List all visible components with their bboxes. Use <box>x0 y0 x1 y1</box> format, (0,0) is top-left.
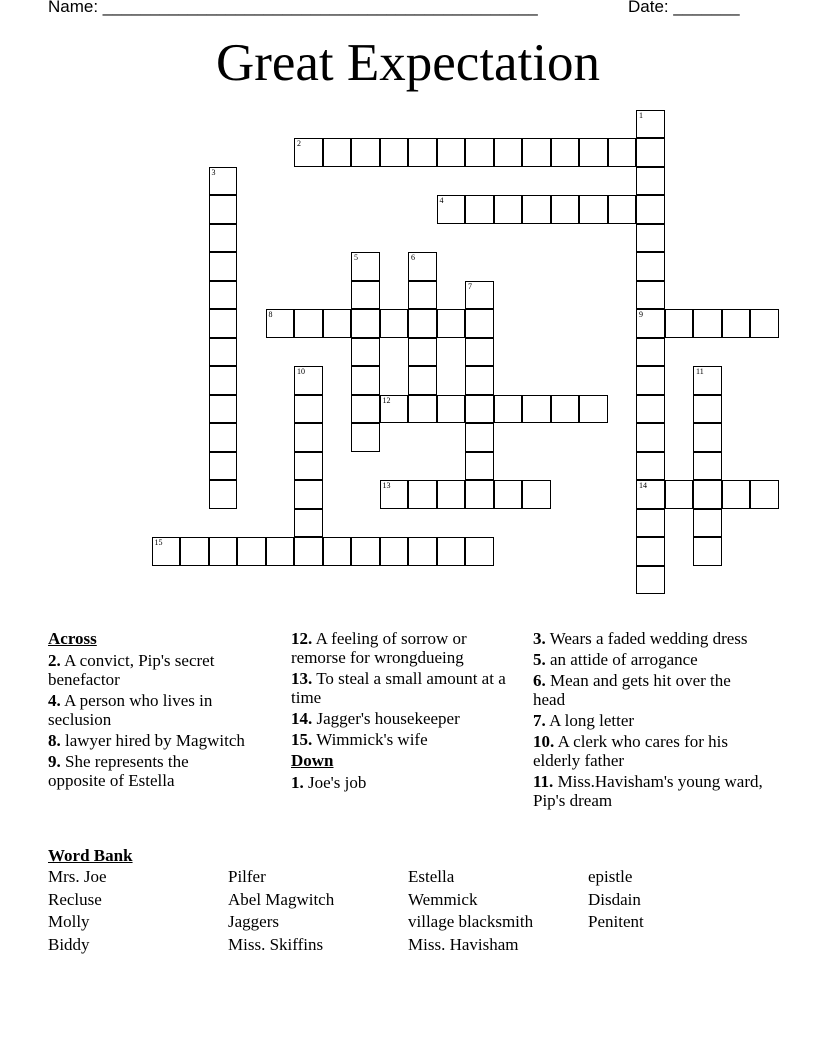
cell-number: 7 <box>468 281 472 291</box>
grid-cell[interactable] <box>209 281 238 310</box>
grid-cell[interactable] <box>494 195 523 224</box>
grid-cell[interactable] <box>437 138 466 167</box>
page-title: Great Expectation <box>215 34 601 92</box>
word-bank-item: Molly <box>48 912 90 931</box>
cell-number: 9 <box>639 310 643 319</box>
clue-column-2 <box>291 629 511 794</box>
cell-number: 13 <box>382 481 391 490</box>
grid-cell[interactable] <box>351 338 380 367</box>
grid-cell[interactable] <box>750 309 779 338</box>
clue-text: an attide of arrogance <box>550 650 698 669</box>
word-bank-item: Disdain <box>588 889 641 909</box>
grid-cell[interactable] <box>408 281 437 310</box>
clue-number: 4. <box>48 691 61 710</box>
grid-cell[interactable] <box>636 224 665 253</box>
word-bank-column-3 <box>408 866 533 956</box>
clue-text: A clerk who cares for his elderly father <box>533 732 728 770</box>
cell-number: 11 <box>696 367 704 376</box>
date-field-label: Date: _______ <box>628 0 740 16</box>
word-bank-column-2 <box>228 866 334 956</box>
grid-cell[interactable] <box>636 167 665 196</box>
grid-cell[interactable] <box>693 366 722 395</box>
grid-cell[interactable] <box>636 423 665 452</box>
cell-number: 14 <box>639 481 647 490</box>
clue-text: Wears a faded wedding dress <box>549 629 748 648</box>
grid-cell[interactable] <box>294 138 323 167</box>
word-bank-item: Penitent <box>588 912 644 931</box>
grid-cell[interactable] <box>152 537 181 566</box>
grid-cell[interactable] <box>408 480 437 509</box>
grid-cell[interactable] <box>465 423 494 452</box>
clue-number: 14. <box>291 709 313 728</box>
word-bank-item: Biddy <box>48 934 90 954</box>
grid-cell[interactable] <box>209 224 238 253</box>
grid-cell[interactable] <box>209 423 238 452</box>
word-bank-heading: Word Bank <box>48 846 133 865</box>
clue-number: 9. <box>48 752 61 771</box>
grid-cell[interactable] <box>294 395 323 424</box>
clue-column-3 <box>533 629 763 812</box>
grid-cell[interactable] <box>579 195 608 224</box>
grid-cell[interactable] <box>636 138 665 167</box>
clue-across-14 <box>291 709 511 728</box>
grid-cell[interactable] <box>722 309 751 338</box>
grid-cell[interactable] <box>437 395 466 424</box>
grid-cell[interactable] <box>294 366 323 395</box>
cell-number: 2 <box>297 139 301 148</box>
grid-cell[interactable] <box>209 480 238 509</box>
grid-cell[interactable] <box>465 395 494 424</box>
clue-down-6 <box>533 671 763 709</box>
grid-cell[interactable] <box>693 452 722 481</box>
grid-cell[interactable] <box>494 395 523 424</box>
word-bank-item: Abel Magwitch <box>228 889 335 909</box>
grid-cell[interactable] <box>551 195 580 224</box>
clue-across-2 <box>48 651 248 689</box>
grid-cell[interactable] <box>551 395 580 424</box>
grid-cell[interactable] <box>408 395 437 424</box>
grid-cell[interactable] <box>380 480 409 509</box>
word-bank-column-1 <box>48 866 107 956</box>
grid-cell[interactable] <box>408 366 437 395</box>
clue-text: lawyer hired by Magwitch <box>65 731 245 750</box>
grid-cell[interactable] <box>636 110 665 139</box>
grid-cell[interactable] <box>351 366 380 395</box>
grid-cell[interactable] <box>579 395 608 424</box>
grid-cell[interactable] <box>636 395 665 424</box>
grid-cell[interactable] <box>636 566 665 595</box>
clue-number: 7. <box>533 711 546 730</box>
grid-cell[interactable] <box>209 195 238 224</box>
grid-cell[interactable] <box>351 395 380 424</box>
cell-number: 1 <box>639 110 643 120</box>
grid-cell[interactable] <box>266 537 295 566</box>
grid-cell[interactable] <box>380 395 409 424</box>
word-bank-item: village blacksmith <box>408 912 534 931</box>
clue-text: Miss.Havisham's young ward, Pip's dream <box>533 772 763 810</box>
grid-cell[interactable] <box>636 281 665 310</box>
grid-cell[interactable] <box>209 338 238 367</box>
grid-cell[interactable] <box>722 480 751 509</box>
grid-cell[interactable] <box>437 537 466 566</box>
grid-cell[interactable] <box>408 338 437 367</box>
clue-column-1 <box>48 629 248 792</box>
word-bank-item: Estella <box>408 867 455 886</box>
clue-number: 10. <box>533 732 555 751</box>
clue-number: 5. <box>533 650 546 669</box>
grid-cell[interactable] <box>209 452 238 481</box>
clue-across-9 <box>48 752 248 790</box>
clue-text: Joe's job <box>308 773 367 792</box>
grid-cell[interactable] <box>465 338 494 367</box>
grid-cell[interactable] <box>209 167 238 196</box>
grid-cell[interactable] <box>351 281 380 310</box>
across-heading: Across <box>48 629 97 648</box>
clue-text: To steal a small amount at a time <box>291 669 506 707</box>
grid-cell[interactable] <box>209 366 238 395</box>
grid-cell[interactable] <box>636 366 665 395</box>
clue-text: Wimmick's wife <box>316 730 428 749</box>
grid-cell[interactable] <box>636 480 665 509</box>
grid-cell[interactable] <box>380 309 409 338</box>
grid-cell[interactable] <box>494 480 523 509</box>
clue-text: A long letter <box>549 711 635 730</box>
grid-cell[interactable] <box>294 452 323 481</box>
grid-cell[interactable] <box>579 138 608 167</box>
grid-cell[interactable] <box>351 423 380 452</box>
clue-text: Mean and gets hit over the head <box>533 671 731 709</box>
clue-number: 15. <box>291 730 313 749</box>
grid-cell[interactable] <box>408 537 437 566</box>
grid-cell[interactable] <box>266 309 295 338</box>
grid-cell[interactable] <box>693 509 722 538</box>
grid-cell[interactable] <box>636 309 665 338</box>
grid-cell[interactable] <box>636 252 665 281</box>
clue-number: 12. <box>291 629 313 648</box>
clue-across-8 <box>48 731 248 750</box>
grid-cell[interactable] <box>408 252 437 281</box>
grid-cell[interactable] <box>693 395 722 424</box>
clue-down-1 <box>291 773 511 792</box>
down-heading: Down <box>291 751 334 770</box>
grid-cell[interactable] <box>323 138 352 167</box>
clue-across-13 <box>291 669 511 707</box>
clue-number: 13. <box>291 669 313 688</box>
clue-down-7 <box>533 711 763 730</box>
clue-down-3 <box>533 629 763 648</box>
grid-cell[interactable] <box>665 480 694 509</box>
grid-cell[interactable] <box>294 423 323 452</box>
grid-cell[interactable] <box>522 138 551 167</box>
clue-text: A convict, Pip's secret benefactor <box>48 651 215 689</box>
grid-cell[interactable] <box>465 366 494 395</box>
grid-cell[interactable] <box>608 195 637 224</box>
grid-cell[interactable] <box>693 480 722 509</box>
word-bank-item: Recluse <box>48 889 102 909</box>
clue-number: 8. <box>48 731 61 750</box>
grid-cell[interactable] <box>209 537 238 566</box>
grid-cell[interactable] <box>693 309 722 338</box>
grid-cell[interactable] <box>465 537 494 566</box>
grid-cell[interactable] <box>408 309 437 338</box>
grid-cell[interactable] <box>636 338 665 367</box>
grid-cell[interactable] <box>294 509 323 538</box>
clue-text: A feeling of sorrow or remorse for wrongdueing <box>291 629 467 667</box>
word-bank-item: epistle <box>588 867 633 886</box>
grid-cell[interactable] <box>209 395 238 424</box>
grid-cell[interactable] <box>465 281 494 310</box>
clue-down-5 <box>533 650 763 669</box>
word-bank-item: Pilfer <box>228 867 266 886</box>
clue-across-12 <box>291 629 511 667</box>
grid-cell[interactable] <box>665 309 694 338</box>
grid-cell[interactable] <box>294 537 323 566</box>
grid-cell[interactable] <box>323 537 352 566</box>
cell-number: 4 <box>439 196 444 205</box>
clue-number: 2. <box>48 651 61 670</box>
grid-cell[interactable] <box>180 537 209 566</box>
grid-cell[interactable] <box>437 309 466 338</box>
grid-cell[interactable] <box>465 138 494 167</box>
clue-number: 1. <box>291 773 304 792</box>
grid-cell[interactable] <box>608 138 637 167</box>
grid-cell[interactable] <box>522 480 551 509</box>
grid-cell[interactable] <box>693 423 722 452</box>
word-bank-item: Miss. Skiffins <box>228 934 324 954</box>
grid-cell[interactable] <box>408 138 437 167</box>
grid-cell[interactable] <box>380 138 409 167</box>
cell-number: 3 <box>211 167 216 177</box>
cell-number: 8 <box>268 310 273 319</box>
word-bank-column-4 <box>588 866 644 934</box>
word-bank-item: Miss. Havisham <box>408 934 519 954</box>
grid-cell[interactable] <box>437 480 466 509</box>
clue-across-4 <box>48 691 248 729</box>
grid-cell[interactable] <box>465 309 494 338</box>
grid-cell[interactable] <box>522 195 551 224</box>
clue-text: A person who lives in seclusion <box>48 691 213 729</box>
word-bank-item: Wemmick <box>408 889 478 909</box>
grid-cell[interactable] <box>209 252 238 281</box>
grid-cell[interactable] <box>465 452 494 481</box>
grid-cell[interactable] <box>351 309 380 338</box>
clue-number: 6. <box>533 671 546 690</box>
grid-cell[interactable] <box>494 138 523 167</box>
clue-down-10 <box>533 732 763 770</box>
grid-cell[interactable] <box>237 537 266 566</box>
name-field-label: Name: ______________________________________________ <box>48 0 538 16</box>
grid-cell[interactable] <box>351 252 380 281</box>
grid-cell[interactable] <box>380 537 409 566</box>
grid-cell[interactable] <box>294 309 323 338</box>
grid-cell[interactable] <box>323 309 352 338</box>
grid-cell[interactable] <box>693 537 722 566</box>
grid-cell[interactable] <box>294 480 323 509</box>
grid-cell[interactable] <box>522 395 551 424</box>
grid-cell[interactable] <box>351 138 380 167</box>
cell-number: 10 <box>297 367 305 376</box>
grid-cell[interactable] <box>636 537 665 566</box>
clue-across-15 <box>291 730 511 749</box>
cell-number: 12 <box>382 395 391 405</box>
cell-number: 6 <box>411 253 415 262</box>
grid-cell[interactable] <box>750 480 779 509</box>
clue-number: 11. <box>533 772 554 791</box>
cell-number: 15 <box>154 538 163 547</box>
grid-cell[interactable] <box>351 537 380 566</box>
grid-cell[interactable] <box>209 309 238 338</box>
clue-text: Jagger's housekeeper <box>316 709 460 728</box>
grid-cell[interactable] <box>465 480 494 509</box>
grid-cell[interactable] <box>437 195 466 224</box>
grid-cell[interactable] <box>636 195 665 224</box>
clue-number: 3. <box>533 629 546 648</box>
cell-number: 5 <box>354 253 358 262</box>
word-bank-item: Mrs. Joe <box>48 867 107 886</box>
clue-down-11 <box>533 772 763 810</box>
word-bank-item: Jaggers <box>228 912 279 931</box>
grid-cell[interactable] <box>636 509 665 538</box>
grid-cell[interactable] <box>551 138 580 167</box>
grid-cell[interactable] <box>636 452 665 481</box>
clue-text: She represents the opposite of Estella <box>48 752 189 790</box>
grid-cell[interactable] <box>465 195 494 224</box>
